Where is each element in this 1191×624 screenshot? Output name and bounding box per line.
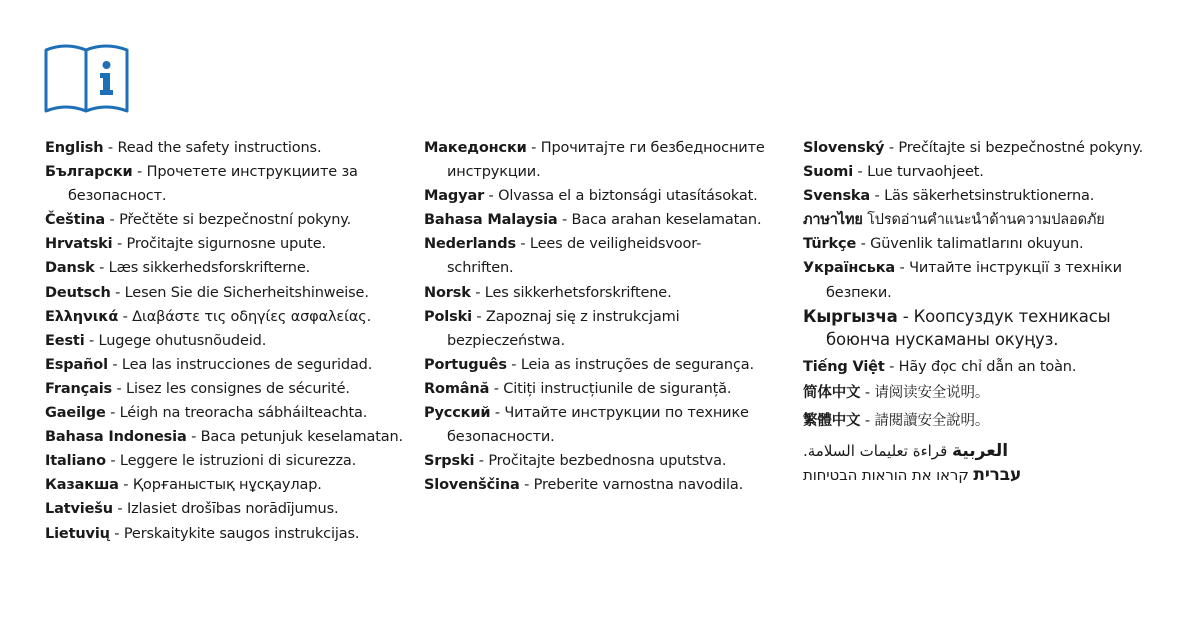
entry-finnish: Suomi - Lue turvaohjeet.: [803, 164, 984, 181]
entry-lithuanian: Lietuvių - Perskaitykite saugos instrukcijas.: [45, 525, 360, 542]
entry-bulgarian: Български - Прочетете инструкциите за безопасност.: [45, 164, 358, 205]
entry-english: English - Read the safety instructions.: [45, 140, 322, 156]
entry-czech: Čeština - Přečtěte si bezpečnostní pokyny.: [45, 212, 352, 229]
entry-kyrgyz: Кыргызча - Коопсуздук техникасы боюнча нускаманы окуңуз.: [803, 306, 1111, 350]
entry-german: Deutsch - Lesen Sie die Sicherheitshinweise.: [45, 284, 369, 301]
entry-romanian: Română - Citiți instrucțiunile de siguranță.: [424, 380, 732, 397]
entry-danish: Dansk - Læs sikkerhedsforskrifterne.: [45, 260, 311, 277]
entry-polish: Polski - Zapoznaj się z instrukcjami bezpieczeństwa.: [424, 308, 680, 349]
entry-hebrew: עברית קראו את הוראות הבטיחות: [803, 464, 1022, 485]
entry-dutch: Nederlands - Lees de veiligheidsvoor-schriften.: [424, 236, 702, 277]
column-1: [45, 136, 415, 546]
entry-french: Français - Lisez les consignes de sécurité.: [45, 380, 350, 397]
entry-croatian: Hrvatski - Pročitajte sigurnosne upute.: [45, 236, 326, 253]
entry-russian: Русский - Читайте инструкции по технике безопасности.: [424, 405, 749, 446]
entry-arabic: العربية قراءة تعليمات السلامة.: [803, 440, 1009, 461]
entry-norwegian: Norsk - Les sikkerhetsforskriftene.: [424, 284, 672, 301]
entry-serbian: Srpski - Pročitajte bezbednosna uputstva.: [424, 453, 727, 470]
entry-ukrainian: Українська - Читайте інструкції з техніки безпеки.: [803, 260, 1122, 301]
column-2: [424, 136, 796, 497]
entry-chinese-traditional: 繁體中文 - 請閱讀安全說明。: [803, 412, 990, 429]
entry-estonian: Eesti - Lugege ohutusnõudeid.: [45, 332, 267, 349]
entry-turkish: Türkçe - Güvenlik talimatlarını okuyun.: [803, 236, 1084, 253]
entry-spanish: Español - Lea las instrucciones de seguridad.: [45, 356, 373, 373]
entry-greek: Ελληνικά - Διαβάστε τις οδηγίες ασφαλείας.: [45, 308, 372, 325]
entry-kazakh: Казакша - Қорғаныстық нұсқаулар.: [45, 477, 322, 494]
entry-malay: Bahasa Malaysia - Baca arahan keselamatan.: [424, 212, 762, 229]
entry-latvian: Latviešu - Izlasiet drošības norādījumus.: [45, 501, 339, 518]
entry-chinese-simplified: 简体中文 - 请阅读安全说明。: [803, 384, 990, 401]
entry-slovak: Slovenský - Prečítajte si bezpečnostné pokyny.: [803, 140, 1144, 156]
entry-macedonian: Македонски - Прочитајте ги безбедносните инструкции.: [424, 140, 765, 181]
entry-swedish: Svenska - Läs säkerhetsinstruktionerna.: [803, 188, 1095, 205]
entry-indonesian: Bahasa Indonesia - Baca petunjuk keselamatan.: [45, 429, 403, 446]
entry-italian: Italiano - Leggere le istruzioni di sicurezza.: [45, 453, 357, 470]
entry-hungarian: Magyar - Olvassa el a biztonsági utasításokat.: [424, 188, 758, 205]
entry-slovenian: Slovenščina - Preberite varnostna navodila.: [424, 477, 744, 494]
entry-portuguese: Português - Leia as instruções de segurança.: [424, 356, 754, 373]
entry-thai: ภาษาไทย โปรดอ่านคำแนะนำด้านความปลอดภัย: [803, 212, 1105, 229]
safety-manual-info-icon: [44, 44, 130, 114]
entry-irish: Gaeilge - Léigh na treoracha sábháilteachta.: [45, 405, 368, 422]
column-3: [803, 136, 1153, 487]
entry-vietnamese: Tiếng Việt - Hãy đọc chỉ dẫn an toàn.: [803, 358, 1077, 375]
